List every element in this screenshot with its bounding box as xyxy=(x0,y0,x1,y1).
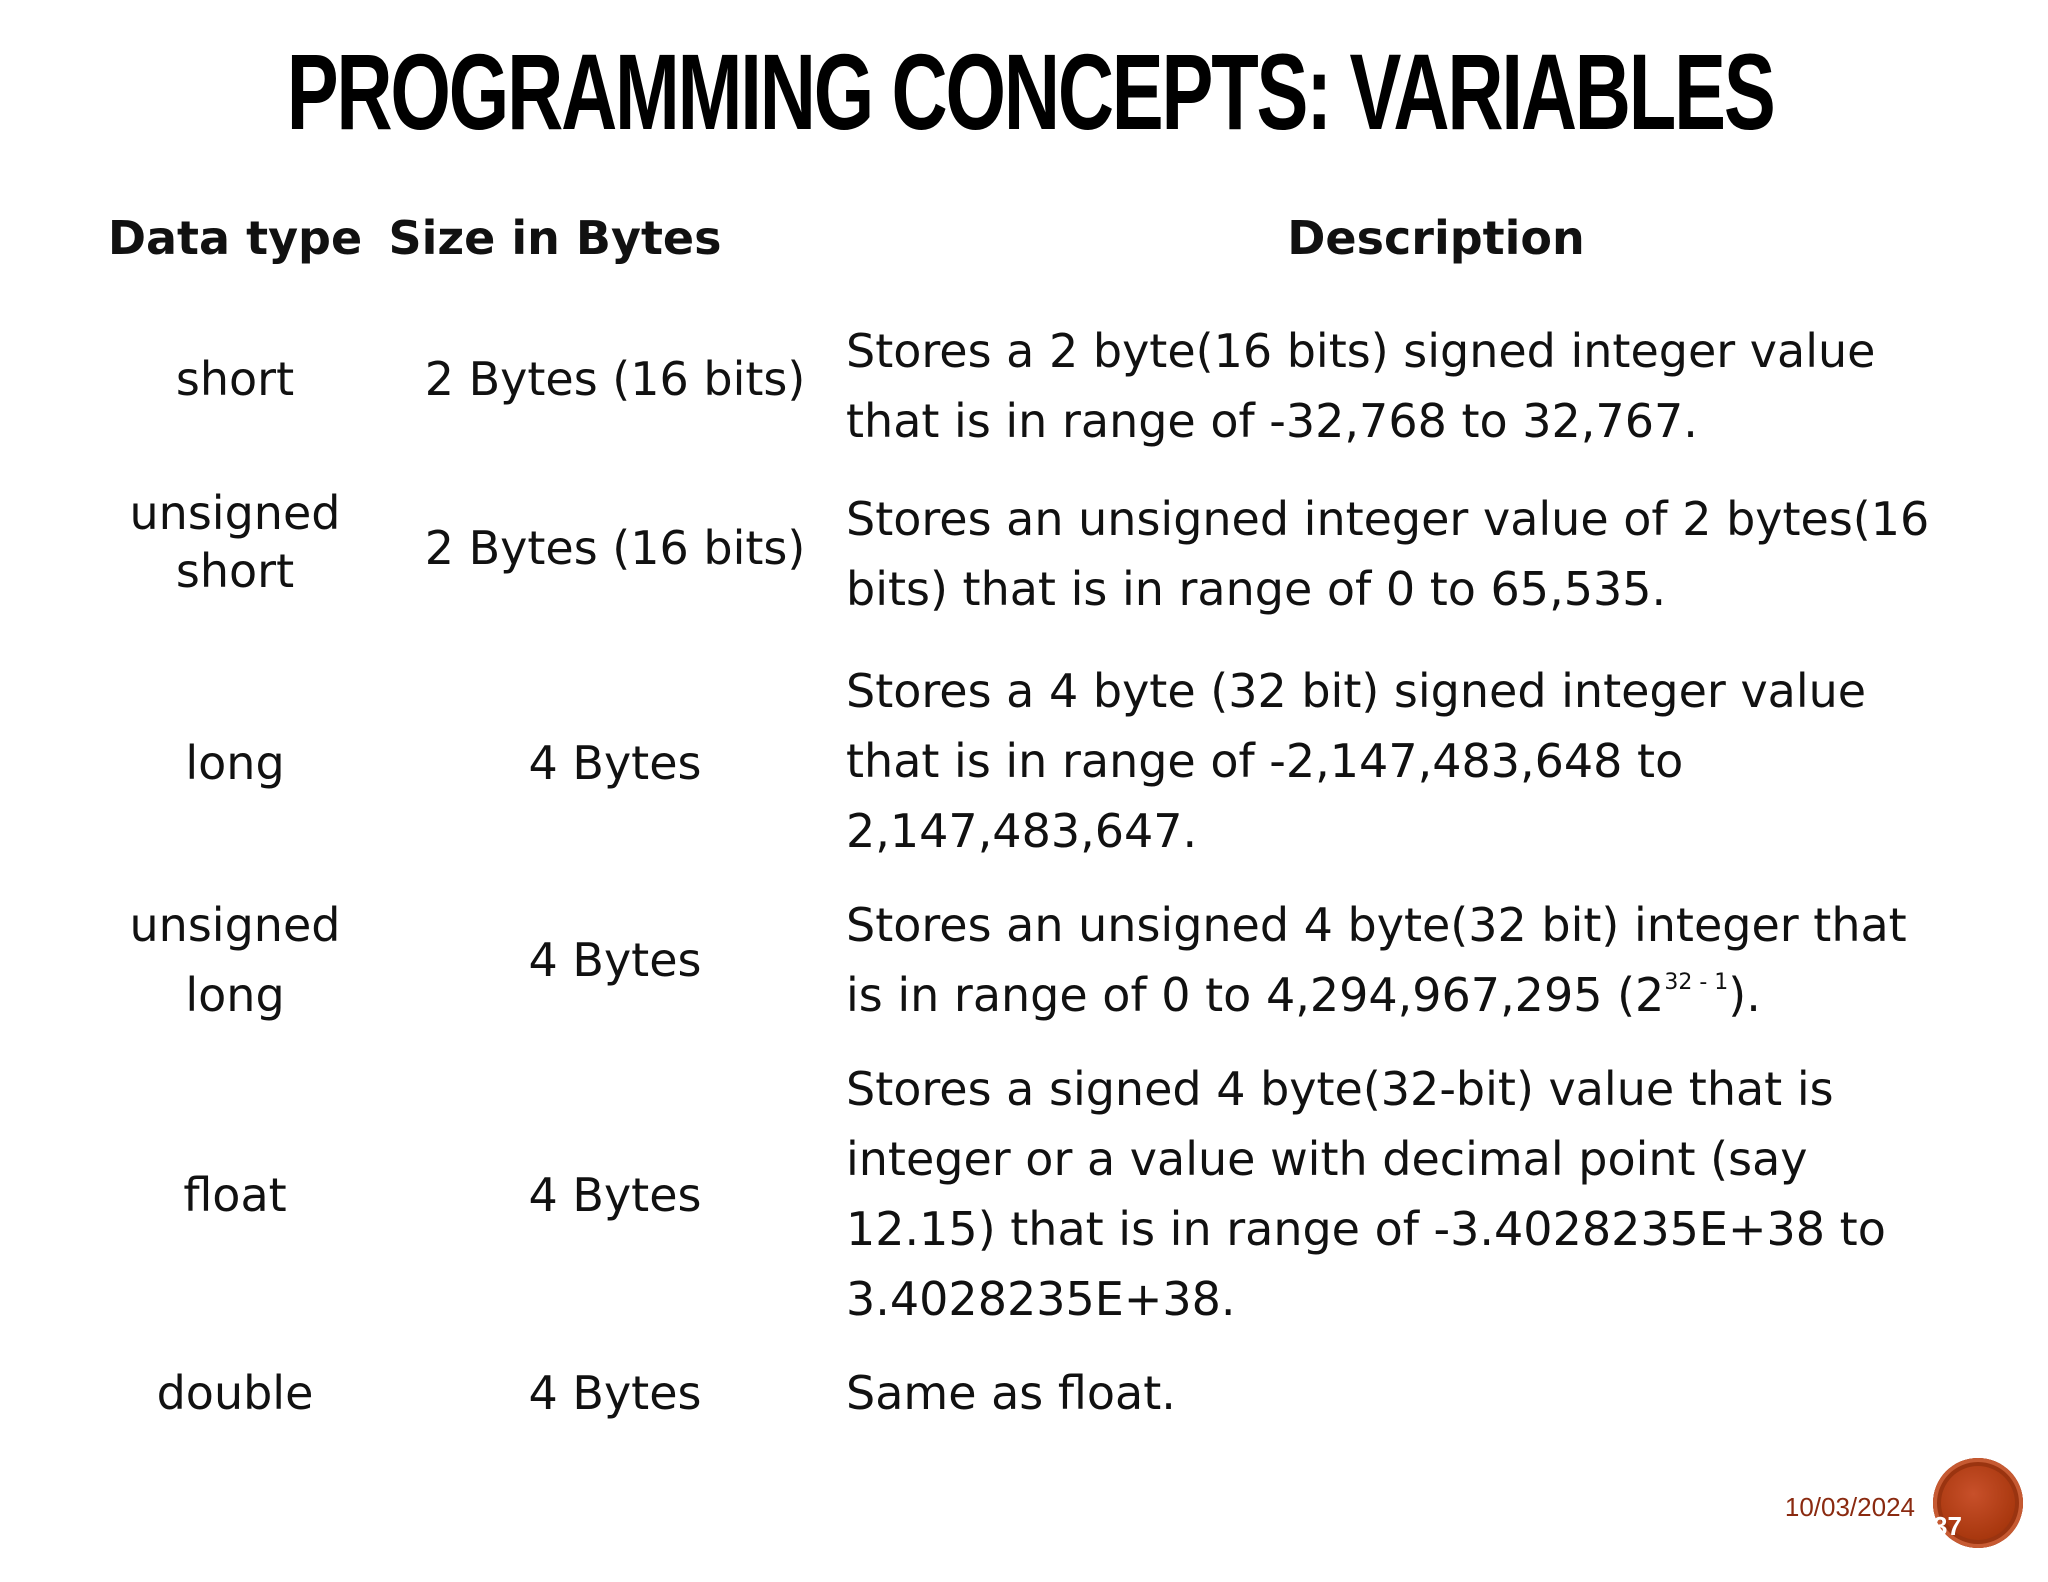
exponent: 32 - 1 xyxy=(1664,970,1729,995)
description-line: bits) that is in range of 0 to 65,535. xyxy=(846,562,1667,616)
size-cell: 2 Bytes (16 bits) xyxy=(424,521,806,575)
description-line: integer or a value with decimal point (say xyxy=(846,1132,1808,1186)
description-line: is in range of 0 to 4,294,967,295 (2$^{32 - 1}$). xyxy=(846,968,1761,1022)
description-line: 3.4028235E+38. xyxy=(846,1272,1236,1326)
type-cell: long xyxy=(185,968,285,1022)
description-line: Stores an unsigned 4 byte(32 bit) integer that xyxy=(846,898,1907,952)
type-cell: short xyxy=(175,352,295,406)
header-data-type: Data type xyxy=(107,211,363,265)
description-line: 2,147,483,647. xyxy=(846,804,1198,858)
header-size: Size in Bytes xyxy=(388,211,722,265)
description-line: 12.15) that is in range of -3.4028235E+38 to xyxy=(846,1202,1886,1256)
type-cell: short xyxy=(175,544,295,598)
slide-title: PROGRAMMING CONCEPTS: VARIABLES xyxy=(286,31,1774,152)
type-cell: long xyxy=(185,736,285,790)
slide-date: 10/03/2024 xyxy=(1784,1492,1915,1522)
type-cell: unsigned xyxy=(129,486,341,540)
type-cell: unsigned xyxy=(129,898,341,952)
type-cell: float xyxy=(183,1168,287,1222)
description-line: Stores a 2 byte(16 bits) signed integer value xyxy=(846,324,1876,378)
description-line: Same as float. xyxy=(846,1366,1176,1420)
size-cell: 2 Bytes (16 bits) xyxy=(424,352,806,406)
page-badge-icon xyxy=(1933,1458,2023,1548)
header-description: Description xyxy=(1287,211,1585,265)
description-line: Stores a 4 byte (32 bit) signed integer value xyxy=(846,664,1867,718)
size-cell: 4 Bytes xyxy=(528,1168,702,1222)
description-line: that is in range of -2,147,483,648 to xyxy=(846,734,1684,788)
description-line: Stores a signed 4 byte(32-bit) value that is xyxy=(846,1062,1834,1116)
size-cell: 4 Bytes xyxy=(528,736,702,790)
description-line: that is in range of -32,768 to 32,767. xyxy=(846,394,1698,448)
description-line: Stores an unsigned integer value of 2 bytes(16 xyxy=(846,492,1930,546)
type-cell: double xyxy=(156,1366,314,1420)
page-number: 37 xyxy=(1933,1511,1962,1541)
size-cell: 4 Bytes xyxy=(528,1366,702,1420)
size-cell: 4 Bytes xyxy=(528,933,702,987)
